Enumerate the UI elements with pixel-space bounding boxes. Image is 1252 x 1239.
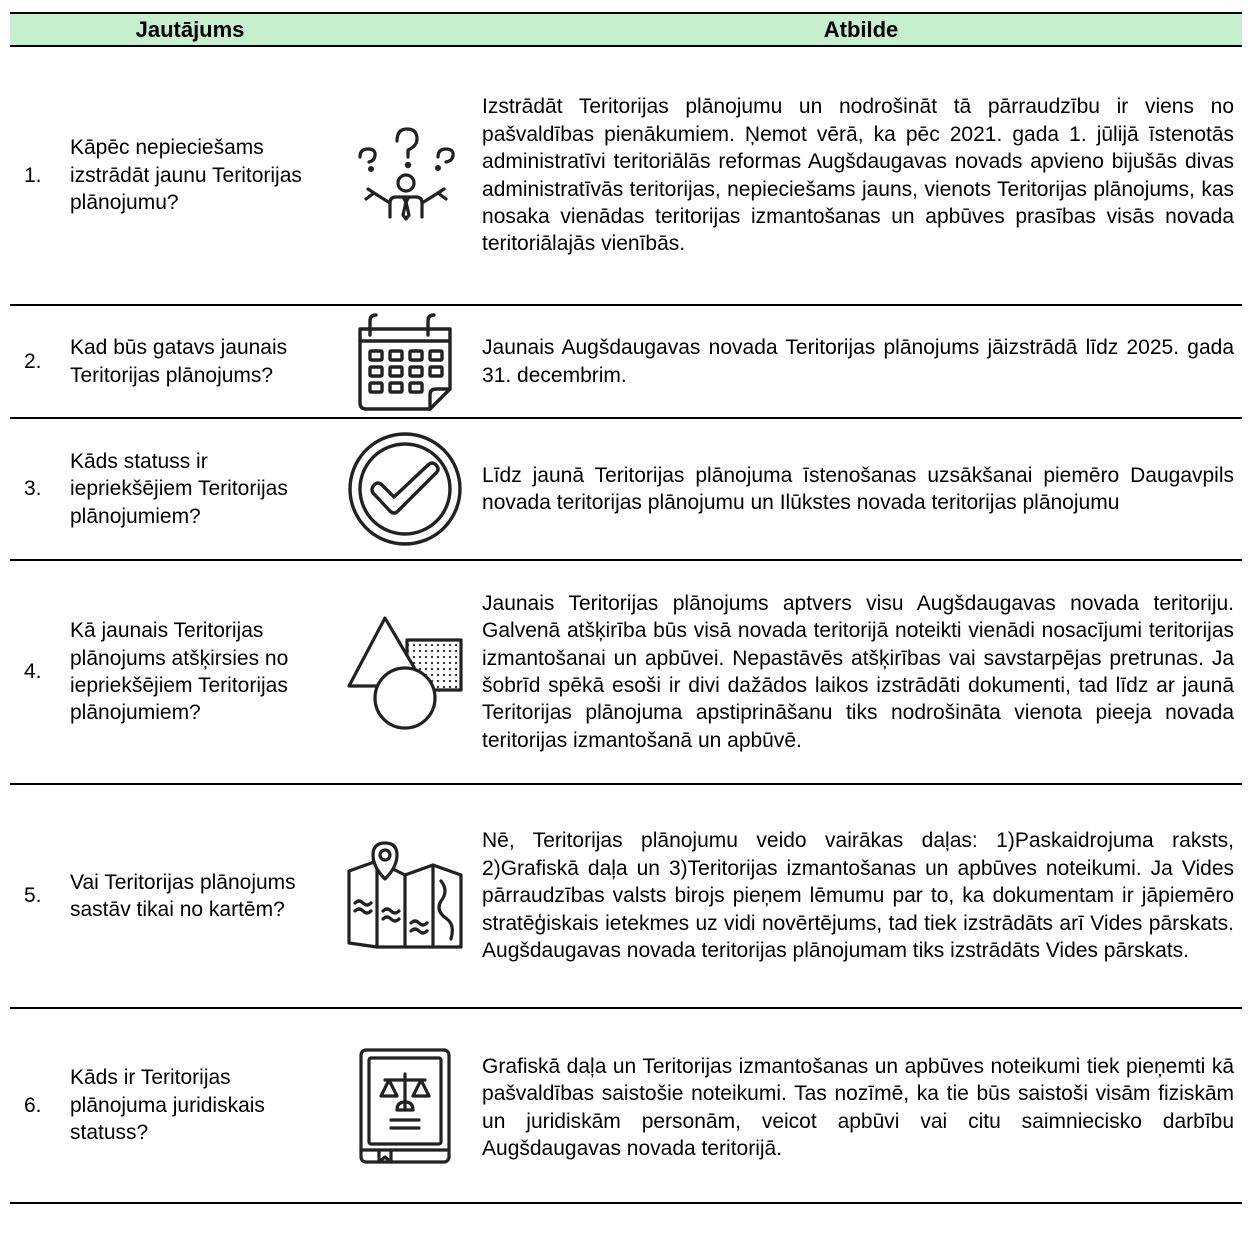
header-question: Jautājums: [10, 13, 330, 46]
table-row: [10, 305, 1242, 418]
question-text: Kad būs gatavs jaunais Teritorijas plānojums?: [64, 305, 330, 418]
row-number: 4.: [10, 560, 64, 784]
calendar-icon: [330, 305, 480, 418]
faq-table: [10, 12, 1242, 1204]
header-icon-spacer: [330, 13, 480, 46]
answer-text: Nē, Teritorijas plānojumu veido vairākas daļas: 1)Paskaidrojuma raksts, 2)Grafiskā daļa un 3)Teritorijas izmantošanas un apbūves noteikumi. Ja Vides pārraudzības valsts birojs pieņem lēmumu par to, ka dokumentam ir jāpiemēro stratēģiskais ietekmes uz vidi novērtējums, tad tiek izstrādāts arī Vides pārskats. Augšdaugavas novada teritorijas plānojumam tiks izstrādāts Vides pārskats.: [480, 784, 1242, 1008]
question-text: Kāds ir Teritorijas plānojuma juridiskais statuss?: [64, 1008, 330, 1203]
header-row: [10, 13, 1242, 46]
answer-text: Līdz jaunā Teritorijas plānojuma īstenošanas uzsākšanai piemēro Daugavpils novada teritorijas plānojumu un Ilūkstes novada teritorijas plānojumu: [480, 418, 1242, 560]
answer-text: Jaunais Teritorijas plānojums aptvers visu Augšdaugavas novada teritoriju. Galvenā atšķirība būs visā novada teritorijā noteikti vienādi nosacījumi teritorijas izmantošanai un apbūvei. Nepastāvēs atšķirības vai savstarpējas pretrunas. Ja šobrīd spēkā esoši ir divi dažādos laikos izstrādāti dokumenti, tad līdz ar jaunā Teritorijas plānojuma apstiprināšanu tiks nodrošināta vienota pieeja novada teritorijas izmantošanā un apbūvē.: [480, 560, 1242, 784]
table-row: [10, 46, 1242, 305]
question-text: Kāpēc nepieciešams izstrādāt jaunu Teritorijas plānojumu?: [64, 46, 330, 305]
law-book-icon: [330, 1008, 480, 1203]
question-text: Kā jaunais Teritorijas plānojums atšķirsies no iepriekšējiem Teritorijas plānojumiem?: [64, 560, 330, 784]
check-circle-icon: [330, 418, 480, 560]
map-icon: [330, 784, 480, 1008]
question-text: Kāds statuss ir iepriekšējiem Teritorijas plānojumiem?: [64, 418, 330, 560]
confused-person-icon: [330, 46, 480, 305]
row-number: 2.: [10, 305, 64, 418]
header-answer: Atbilde: [480, 13, 1242, 46]
table-row: [10, 1008, 1242, 1203]
row-number: 1.: [10, 46, 64, 305]
row-number: 3.: [10, 418, 64, 560]
answer-text: Izstrādāt Teritorijas plānojumu un nodrošināt tā pārraudzību ir viens no pašvaldības pienākumiem. Ņemot vērā, ka pēc 2021. gada 1. jūlijā īstenotās administratīvi teritoriālās reformas Augšdaugavas novads apvieno bijušās divas administratīvās teritorijas, nepieciešams jauns, vienots Teritorijas plānojums, kas nosaka vienādas teritorijas izmantošanas un apbūves prasības visās novada teritoriālajās vienībās.: [480, 46, 1242, 305]
answer-text: Grafiskā daļa un Teritorijas izmantošanas un apbūves noteikumi tiek pieņemti kā pašvaldības saistošie noteikumi. Tas nozīmē, ka tie būs saistoši visām fiziskām un juridiskām personām, veicot apbūvi vai citu saimniecisko darbību Augšdaugavas novada teritorijā.: [480, 1008, 1242, 1203]
row-number: 6.: [10, 1008, 64, 1203]
answer-text: Jaunais Augšdaugavas novada Teritorijas plānojums jāizstrādā līdz 2025. gada 31. decembrim.: [480, 305, 1242, 418]
row-number: 5.: [10, 784, 64, 1008]
table-row: [10, 560, 1242, 784]
question-text: Vai Teritorijas plānojums sastāv tikai no kartēm?: [64, 784, 330, 1008]
table-row: [10, 784, 1242, 1008]
shapes-icon: [330, 560, 480, 784]
table-row: [10, 418, 1242, 560]
